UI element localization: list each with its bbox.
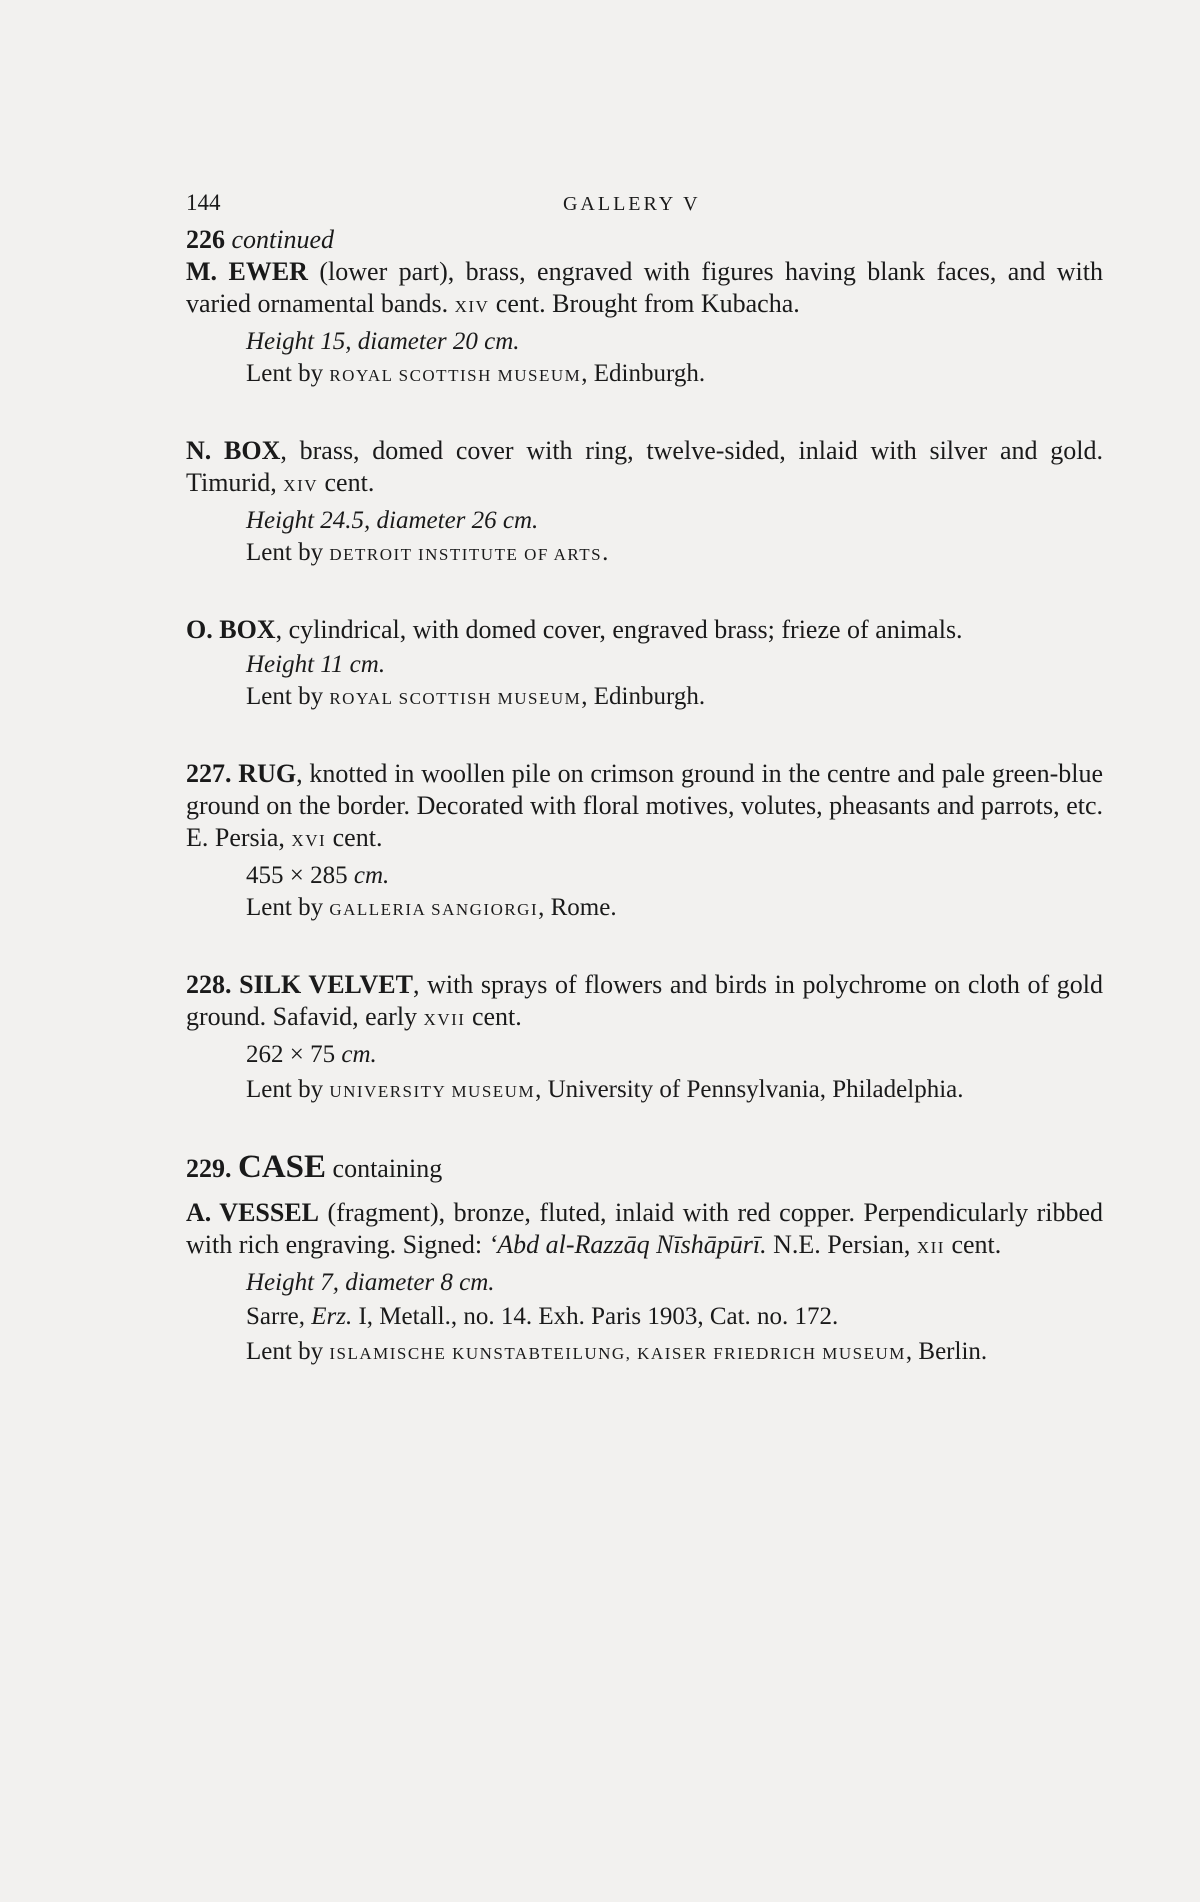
item-226-o-lender [186,678,1103,718]
continued-label: continued [231,225,335,254]
item-description-cont: N.E. Persian, [766,1230,917,1259]
entry-label: 228. SILK VELVET [186,970,413,999]
entry-number: 226 [186,225,225,254]
century: XVI [291,831,327,850]
entry-description-end: cent. [465,1002,522,1031]
item-226-m-dimensions: Height 15, diameter 20 cm. [246,328,520,355]
dimensions-unit: cm. [347,862,390,889]
entry-229-heading [186,1147,1103,1189]
lent-prefix: Lent by [246,1076,330,1103]
item-label: A. VESSEL [186,1198,320,1227]
lent-suffix: . [602,539,609,566]
entry-227-lender [186,889,1103,929]
lender-name: ROYAL SCOTTISH MUSEUM [329,689,582,708]
item-226-m-lender [186,355,1103,395]
item-label: O. BOX [186,615,276,644]
page-number: 144 [186,190,221,215]
lent-suffix: , Berlin. [905,1338,988,1365]
item-description-end: cent. [944,1230,1002,1259]
entry-label: 227. RUG [186,759,297,788]
entry-description-end: cent. [326,823,383,852]
item-label: N. BOX [186,436,281,465]
page-header [186,190,1103,224]
item-229-a [186,1197,1103,1264]
lent-suffix: , Rome. [538,894,617,921]
entry-227 [186,758,1103,857]
running-head: GALLERY V [562,193,701,215]
item-226-m [186,256,1103,323]
lender-name: UNIVERSITY MUSEUM [329,1082,536,1101]
lent-suffix: , University of Pennsylvania, Philadelphia. [535,1076,964,1103]
dimensions-unit: cm. [335,1041,377,1068]
signature: ‘Abd al-Razzāq Nīshāpūrī. [488,1230,767,1259]
century: XIV [454,297,490,316]
lender-name: GALLERIA SANGIORGI [329,900,539,919]
lent-prefix: Lent by [246,894,330,921]
item-229-a-lender [186,1336,1103,1369]
item-description: (lower part), brass, engraved with figures having blank faces, and with varied ornamental bands. [186,257,1103,318]
item-description-end: cent. [318,468,375,497]
ref-author: Sarre, [246,1303,312,1330]
century: XII [916,1238,945,1257]
item-226-n-dimensions: Height 24.5, diameter 26 cm. [246,507,539,534]
ref-details: I, Metall., no. 14. Exh. Paris 1903, Cat. no. 172. [352,1303,839,1330]
entry-description: , with sprays of flowers and birds in polychrome on cloth of gold ground. Safavid, early [186,970,1103,1031]
entry-228-dimensions [186,1036,1103,1074]
century: XIV [283,476,319,495]
entry-226-heading [186,224,1103,256]
ref-title: Erz. [311,1303,353,1330]
entry-228 [186,969,1103,1036]
lent-prefix: Lent by [246,539,330,566]
catalogue-page [186,190,1103,1369]
item-description: (fragment), bronze, fluted, inlaid with red copper. Perpendicularly ribbed with rich engraving. Signed: [186,1198,1103,1259]
lender-name: ROYAL SCOTTISH MUSEUM [329,366,582,385]
lender-name: DETROIT INSTITUTE OF ARTS [329,545,603,564]
century: XVII [423,1010,466,1029]
entry-description: , knotted in woollen pile on crimson ground in the centre and pale green-blue ground on the border. Decorated with floral motives, volutes, pheasants and parrots, etc. E. Persia, [186,759,1103,852]
item-226-n [186,435,1103,502]
item-label: M. EWER [186,257,308,286]
item-226-n-lender [186,534,1103,574]
lent-suffix: , Edinburgh. [581,683,706,710]
item-226-o [186,614,1103,646]
lent-prefix: Lent by [246,360,330,387]
item-description: , brass, domed cover with ring, twelve-sided, inlaid with silver and gold. Timurid, [186,436,1103,497]
lent-suffix: , Edinburgh. [581,360,706,387]
lender-name: ISLAMISCHE KUNSTABTEILUNG, KAISER FRIEDRICH MUSEUM [329,1344,906,1363]
item-description: , cylindrical, with domed cover, engraved brass; frieze of animals. [275,615,963,644]
item-229-a-dimensions: Height 7, diameter 8 cm. [246,1269,495,1296]
entry-228-lender [186,1074,1103,1107]
item-226-o-dimensions: Height 11 cm. [246,651,386,678]
entry-number: 229. [186,1154,232,1183]
dimensions-value: 455 × 285 [246,862,348,889]
dimensions-value: 262 × 75 [246,1041,336,1068]
lent-prefix: Lent by [246,1338,330,1365]
lent-prefix: Lent by [246,683,330,710]
case-label: CASE [238,1149,327,1185]
containing-label: containing [326,1154,443,1183]
item-229-a-reference [186,1298,1103,1336]
item-description-end: cent. Brought from Kubacha. [489,289,800,318]
